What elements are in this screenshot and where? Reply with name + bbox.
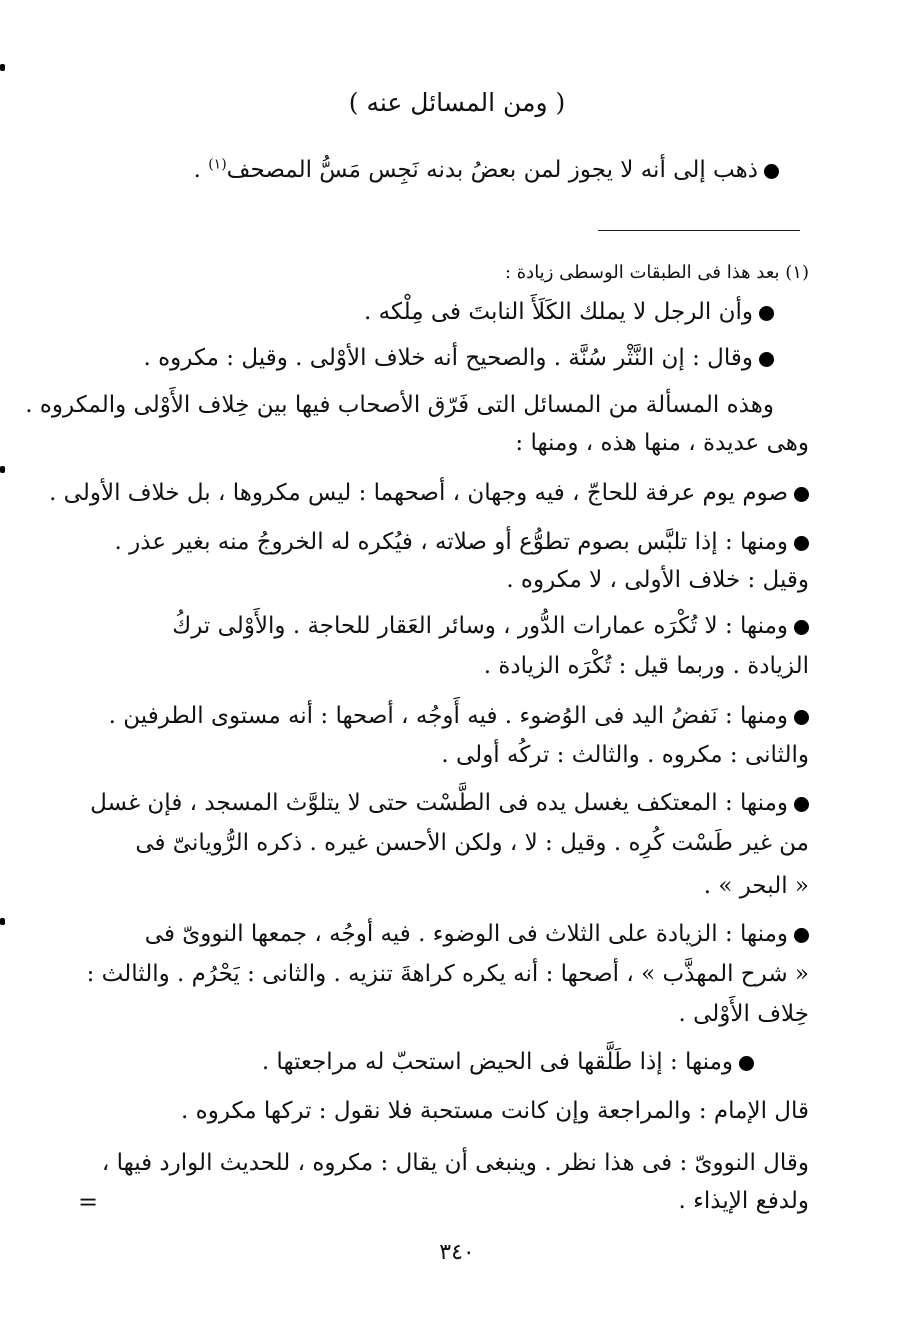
bullet-icon (739, 1056, 754, 1071)
footnote-separator (598, 230, 800, 231)
bullet-icon (759, 306, 774, 321)
footnote-line: ومنها : إذا تلبَّس بصوم تطوُّع أو صلاته ، فيُكره له الخروجُ منه بغير عذر . (115, 527, 809, 557)
footnote-line: « البحر » . (703, 873, 809, 899)
footnote-line: قال الإمام : والمراجعة وإن كانت مستحبة فلا نقول : تركها مكروه . (181, 1098, 809, 1124)
bullet-icon (764, 164, 779, 179)
footnote-line: من غير طَسْت كُرِه . وقيل : لا ، ولكن الأحسن غيره . ذكره الرُّويانىّ فى (135, 830, 809, 856)
bullet-icon (794, 487, 809, 502)
bullet-icon (794, 710, 809, 725)
footnote-line: وقيل : خلاف الأولى ، لا مكروه . (506, 567, 809, 593)
continuation-mark: = (78, 1188, 99, 1216)
footnote-line: وهذه المسألة من المسائل التى فَرّق الأصحاب فيها بين خِلاف الأَوْلى والمكروه . (25, 392, 774, 418)
bullet-icon (794, 620, 809, 635)
footnote-intro: (١) بعد هذا فى الطبقات الوسطى زيادة : (504, 262, 809, 283)
footnote-ref: (١) (208, 156, 227, 173)
footnote-line: ومنها : نَفضُ اليد فى الوُضوء . فيه أَوجُه ، أصحها : أنه مستوى الطرفين . (109, 701, 809, 731)
page-number: ٣٤٠ (439, 1240, 475, 1265)
scan-edge-mark (0, 918, 5, 925)
section-heading: ( ومن المسائل عنه ) (348, 88, 566, 117)
footnote-line: خِلاف الأَوْلى . (678, 1001, 809, 1027)
bullet-icon (794, 536, 809, 551)
bullet-icon (759, 352, 774, 367)
scan-edge-mark (0, 466, 5, 473)
footnote-line: ومنها : الزيادة على الثلاث فى الوضوء . فيه أوجُه ، جمعها النووىّ فى (145, 919, 809, 949)
footnote-line: « شرح المهذَّب » ، أصحها : أنه يكره كراهةَ تنزيه . والثانى : يَحْرُم . والثالث : (86, 961, 809, 987)
footnote-line: ومنها : المعتكف يغسل يده فى الطَّسْت حتى لا يتلوَّث المسجد ، فإن غسل (90, 788, 809, 818)
main-text-end: . (193, 157, 209, 183)
footnote-line: وهى عديدة ، منها هذه ، ومنها : (515, 430, 809, 456)
main-text-line (194, 155, 779, 185)
footnote-line: وقال : إن النَّثْر سُنَّة . والصحيح أنه خلاف الأوْلى . وقيل : مكروه . (143, 343, 774, 373)
bullet-icon (794, 797, 809, 812)
footnote-line: ومنها : لا تُكْرَه عمارات الدُّور ، وسائر العَقار للحاجة . والأَوْلى تركُ (172, 611, 809, 641)
footnote-line: وقال النووىّ : فى هذا نظر . وينبغى أن يقال : مكروه ، للحديث الوارد فيها ، (101, 1150, 809, 1176)
footnote-line: صوم يوم عرفة للحاجّ ، فيه وجهان ، أصحهما : ليس مكروها ، بل خلاف الأولى . (49, 478, 809, 508)
scan-edge-mark (0, 64, 5, 71)
footnote-line: الزيادة . وربما قيل : تُكْرَه الزيادة . (483, 653, 809, 679)
footnote-line: ولدفع الإيذاء . (678, 1188, 809, 1214)
footnote-line: ومنها : إذا طَلَّقها فى الحيض استحبّ له مراجعتها . (262, 1047, 754, 1077)
footnote-line: وأن الرجل لا يملك الكَلَأَ النابتَ فى مِلْكه . (364, 297, 774, 327)
bullet-icon (794, 928, 809, 943)
footnote-line: والثانى : مكروه . والثالث : تركُه أولى . (441, 742, 809, 768)
main-text: ذهب إلى أنه لا يجوز لمن بعضُ بدنه نَجِس مَسُّ المصحف (226, 157, 758, 183)
